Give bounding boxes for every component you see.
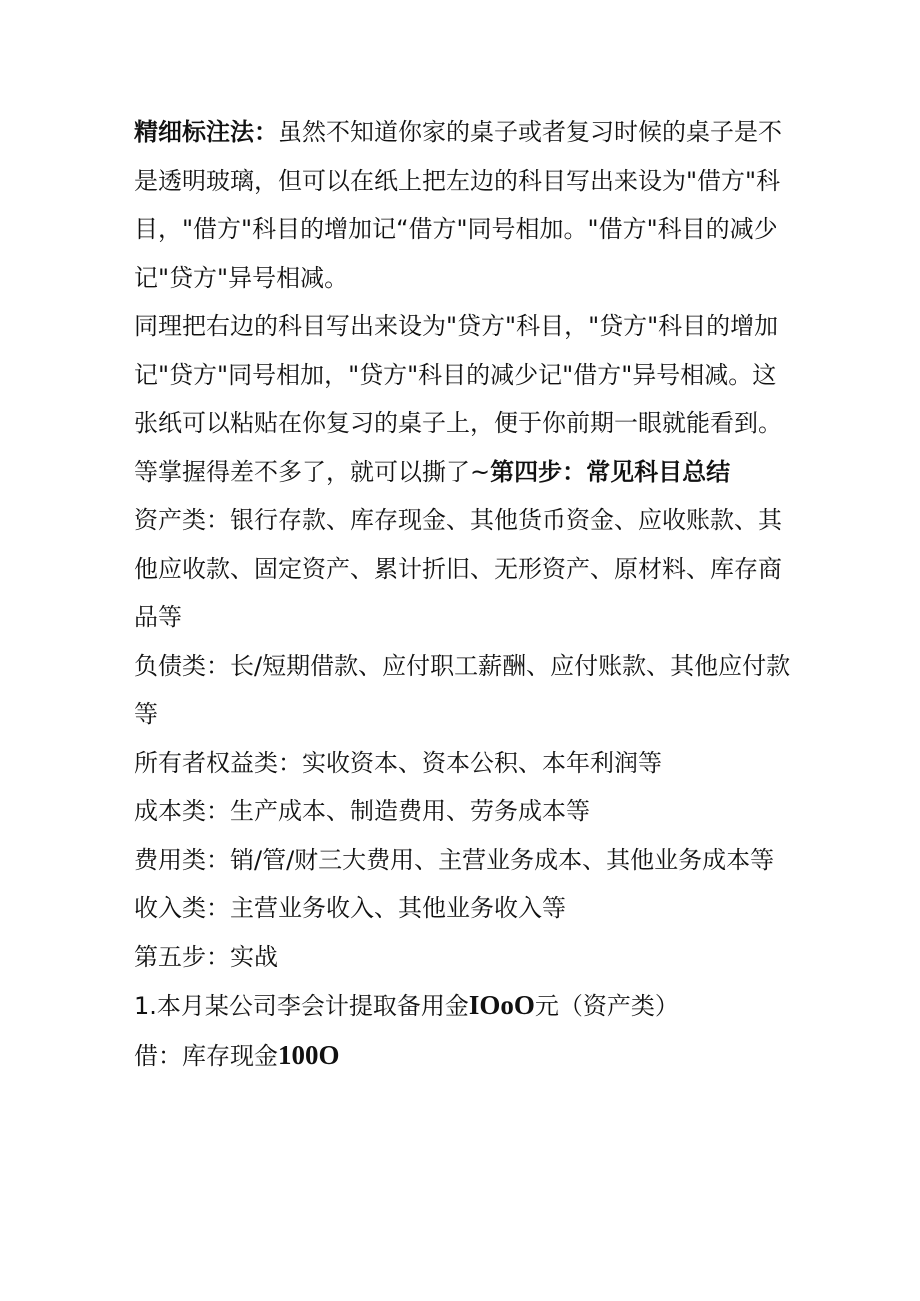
example-1-amount: IOoO [468, 990, 535, 1020]
method-paragraph [134, 108, 794, 302]
entry-1-amount: 100O [278, 1039, 340, 1070]
example-1 [134, 981, 794, 1031]
document-body [134, 108, 794, 1080]
category-asset: 资产类：银行存款、库存现金、其他货币资金、应收账款、其他应收款、固定资产、累计折旧、无形资产、原材料、库存商品等 [134, 506, 782, 631]
entry-1-prefix: 借：库存现金 [134, 1041, 278, 1070]
step4-heading: 第四步：常见科目总结 [490, 457, 731, 486]
category-liability: 负债类：长/短期借款、应付职工薪酬、应付账款、其他应付款等 [134, 651, 791, 728]
entry-1 [134, 1031, 794, 1081]
method-heading: 精细标注法 [134, 118, 254, 146]
example-1-suffix: 元（资产类） [534, 992, 679, 1020]
same-logic-text: 同理把右边的科目写出来设为"贷方"科目，"贷方"科目的增加记"贷方"同号相加，"贷方"科目的减少记"借方"异号相减。这张纸可以粘贴在你复习的桌子上，便于你前期一眼就能看到。等掌握得差不多了，就可以撕了~ [134, 312, 782, 486]
same-logic-paragraph [134, 302, 794, 496]
category-equity: 所有者权益类：实收资本、资本公积、本年利润等 [134, 748, 662, 777]
category-expense: 费用类：销/管/财三大费用、主营业务成本、其他业务成本等 [134, 845, 775, 874]
example-1-prefix: 1.本月某公司李会计提取备用金 [134, 992, 469, 1020]
step5-heading: 第五步：实战 [134, 942, 278, 971]
category-income: 收入类：主营业务收入、其他业务收入等 [134, 894, 566, 922]
category-cost: 成本类：生产成本、制造费用、劳务成本等 [134, 797, 590, 825]
method-text: 虽然不知道你家的桌子或者复习时候的桌子是不是透明玻璃，但可以在纸上把左边的科目写出来设为"借方"科目，"借方"科目的增加记“借方"同号相加。"借方"科目的减少记"贷方"异号相减。 [134, 118, 782, 292]
method-colon: ： [254, 118, 278, 146]
